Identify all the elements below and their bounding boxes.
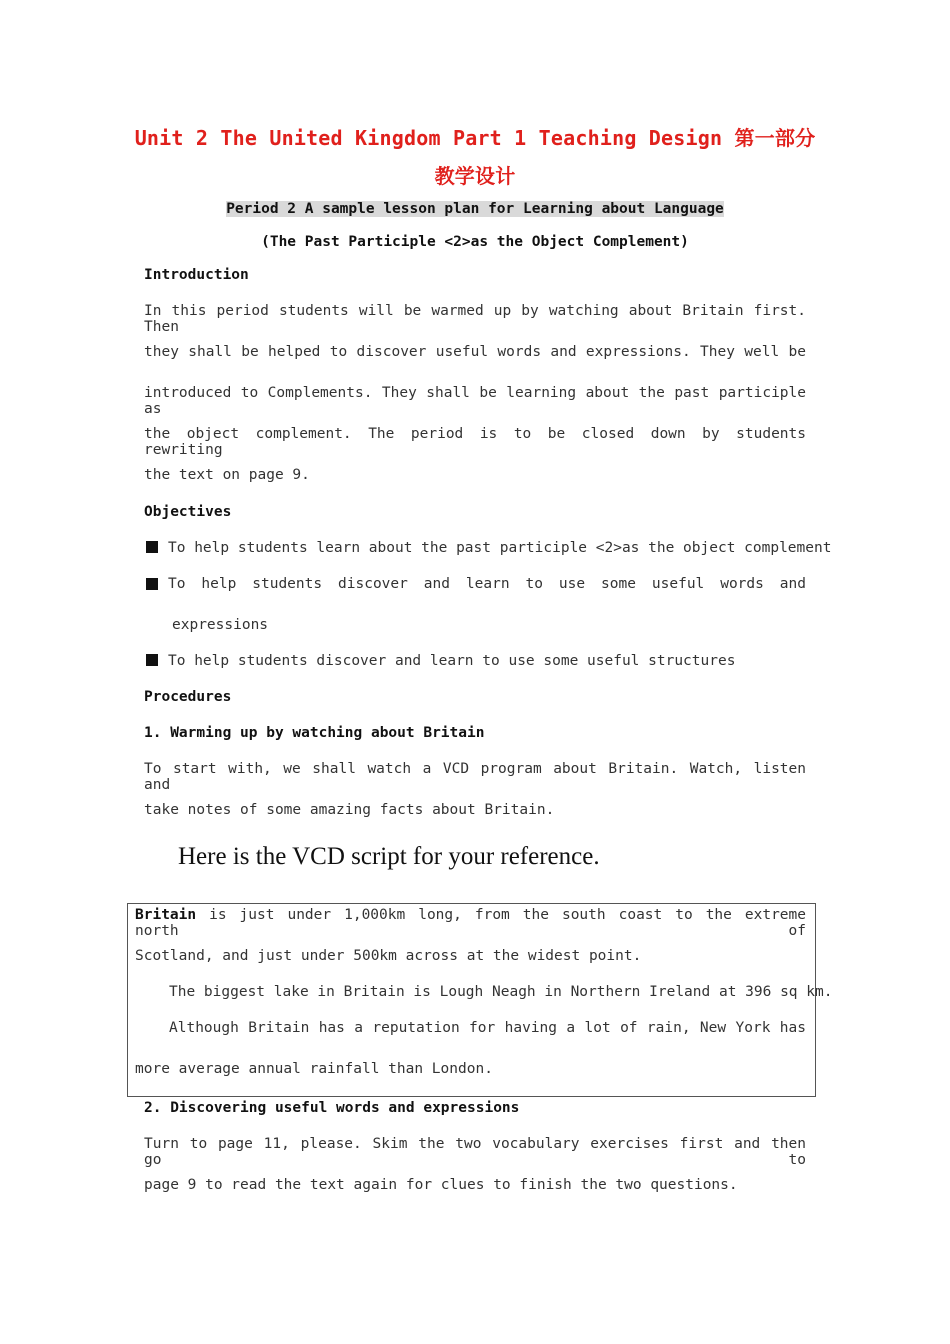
script-line-4: Although Britain has a reputation for having a lot of rain, New York has	[169, 1020, 806, 1036]
topic-subtitle: (The Past Participle <2>as the Object Complement)	[261, 234, 689, 250]
script-line-3: The biggest lake in Britain is Lough Neagh in Northern Ireland at 396 sq km.	[169, 984, 833, 1000]
procedures-heading: Procedures	[144, 689, 232, 705]
introduction-line-2: they shall be helped to discover useful words and expressions. They well be	[144, 344, 806, 360]
introduction-line-1: In this period students will be warmed up by watching about Britain first. Then	[144, 303, 806, 335]
introduction-line-5: the text on page 9.	[144, 467, 310, 483]
bullet-square-icon	[146, 654, 158, 666]
objective-item-3-text: To help students discover and learn to use some useful structures	[168, 653, 736, 669]
step1-line-1: To start with, we shall watch a VCD program about Britain. Watch, listen and	[144, 761, 806, 793]
introduction-line-3: introduced to Complements. They shall be learning about the past participle as	[144, 385, 806, 417]
bullet-square-icon	[146, 578, 158, 590]
objectives-heading: Objectives	[144, 504, 232, 520]
period-subtitle	[0, 201, 950, 217]
period-subtitle-text: Period 2 A sample lesson plan for Learning about Language	[226, 201, 724, 217]
bullet-square-icon	[146, 541, 158, 553]
objective-item-2-text: To help students discover and learn to use some useful words and	[168, 576, 806, 592]
objective-item-2-continuation: expressions	[172, 617, 269, 633]
script-bold-word: Britain	[135, 907, 197, 923]
step2-heading: 2. Discovering useful words and expressions	[144, 1100, 520, 1116]
script-line-1-rest: is just under 1,000km long, from the south coast to the extreme north of	[135, 907, 806, 939]
step2-line-1: Turn to page 11, please. Skim the two vocabulary exercises first and then go to	[144, 1136, 806, 1168]
document-title-line1: Unit 2 The United Kingdom Part 1 Teaching Design 第一部分	[134, 126, 816, 150]
step1-line-2: take notes of some amazing facts about Britain.	[144, 802, 555, 818]
document-title-line2: 教学设计	[434, 164, 516, 188]
script-line-2: Scotland, and just under 500km across at the widest point.	[135, 948, 642, 964]
step2-line-2: page 9 to read the text again for clues to finish the two questions.	[144, 1177, 738, 1193]
introduction-heading: Introduction	[144, 267, 249, 283]
script-line-5: more average annual rainfall than London.	[135, 1061, 493, 1077]
objective-item-2	[146, 576, 806, 592]
objective-item-1	[146, 540, 831, 556]
script-line-1	[135, 907, 806, 939]
objective-item-3	[146, 653, 735, 669]
step1-heading: 1. Warming up by watching about Britain	[144, 725, 485, 741]
objective-item-1-text: To help students learn about the past participle <2>as the object complement	[168, 540, 832, 556]
vcd-script-reference: Here is the VCD script for your reference.	[178, 843, 600, 870]
introduction-line-4: the object complement. The period is to be closed down by students rewriting	[144, 426, 806, 458]
